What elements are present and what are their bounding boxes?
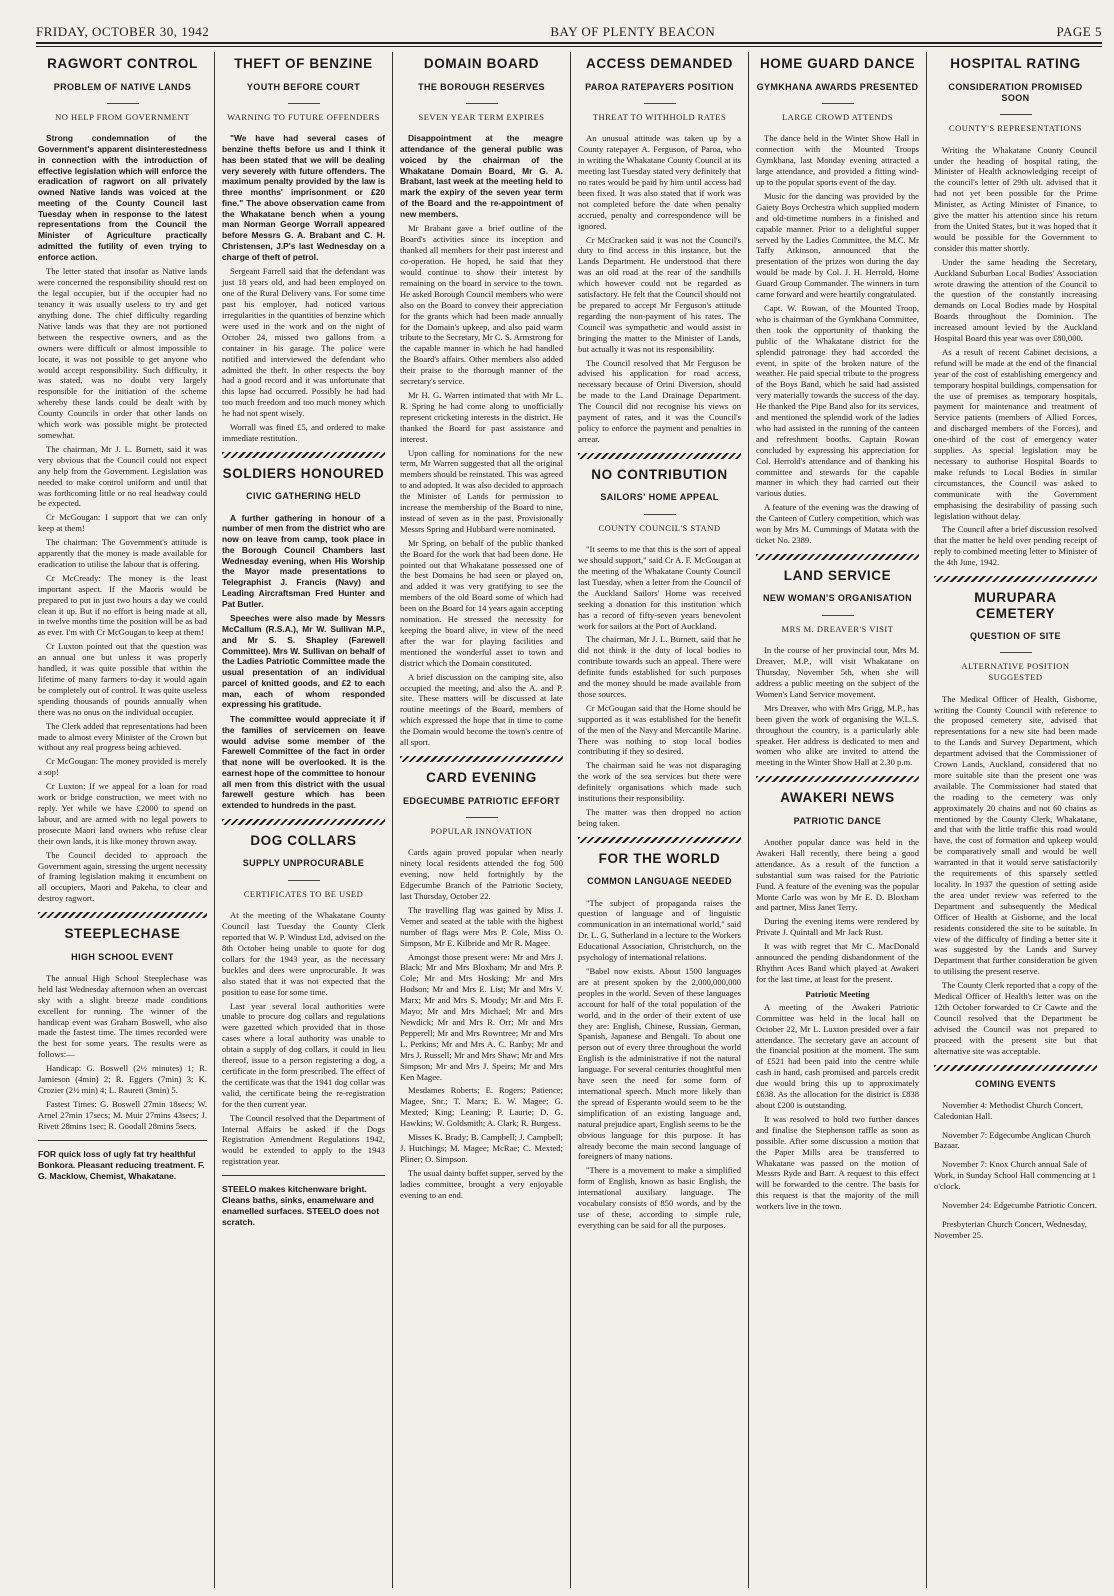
article-subtitle: PAROA RATEPAYERS POSITION	[585, 81, 734, 92]
article-lead: Disappointment at the meagre attendance of the general public was voiced by the chairman of the Whakatane Domain Board, Mr G. A. Brabant, last week at the meeting held to mark the expiry of the seven year term of the Board and the re-appointment of new members.	[400, 133, 563, 219]
article-subtitle-secondary: LARGE CROWD ATTENDS	[781, 111, 894, 122]
article-subtitle: COMMON LANGUAGE NEEDED	[587, 876, 732, 887]
advertisement-steelo: STEELO makes kitchenware bright. Cleans baths, sinks, enamelware and enamelled surfaces. STEELO does not scratch.	[222, 1184, 380, 1228]
column-6	[926, 52, 1104, 1588]
article-dog-collars	[222, 833, 385, 1167]
paragraph: Cr McGougan: The money provided is merely a sop!	[38, 756, 207, 778]
paragraph: Cards again proved popular when nearly ninety local residents attended the fog 500 evening, now held fortnightly by the Edgecumbe Branch of the Patriotic Society, last Thursday, October 22.	[400, 847, 563, 901]
article-subtitle: CONSIDERATION PROMISED SOON	[948, 81, 1083, 103]
paragraph: The Council after a brief discussion resolved that the matter be held over pending receipt of reply to combined meeting letter to Minister of the 4th June, 1942.	[934, 524, 1097, 568]
article-title: COMING EVENTS	[975, 1078, 1056, 1089]
paragraph: Music for the dancing was provided by the Gaiety Boys Orchestra which supplied modern and old-timetime numbers in a finished and capable manner. Prior to a delightful supper served by the Ladies Committee, the M.C. Mr Taffy Atkinson, announced that the presentation of the prizes won during the day would be made by Col. J. H. Herrold, Home Guard Group Commander. The winners in turn came forward and were heartily congratulated.	[756, 190, 919, 300]
article-title: HOME GUARD DANCE	[759, 56, 916, 71]
article-theft-of-benzine	[222, 56, 385, 444]
article-hospital-rating	[934, 56, 1097, 568]
section-divider	[222, 452, 385, 458]
paragraph: The usual dainty buffet supper, served by the ladies committee, brought a very enjoyable evening to an end.	[400, 1167, 563, 1200]
column-4	[570, 52, 748, 1588]
paragraph: Cr Luxton: If we appeal for a loan for road work or bridge construction, we meet with no reply. Yet while we have £2000 to spend on labour, and are armed with no legal powers to prosecute Maori land owners who refuse clear their own lands, it is like money thrown away.	[38, 781, 207, 846]
paragraph: The chairman, Mr J. L. Burnett, said that he did not think it the duty of local bodies to contribute towards such an appeal. There were definite funds established for such purposes and the money should be made available from those sources.	[578, 634, 741, 699]
divider	[822, 615, 854, 616]
divider	[1000, 114, 1032, 115]
article-lead: "We have had several cases of benzine thefts before us and I think it has been stated that we will be dealing very severely with future offenders. The maximum penalty provided by the law is three months' imprisonment or £20 fine." The above observation came from the Whakatane bench when a young man Norman George Worrall appeared before Messrs G. A. Brabant and C. H. Christensen, J.P's last Wednesday on a charge of theft of petrol.	[222, 133, 385, 262]
paragraph: The Council resolved that the Department of Internal Affairs be asked if the Dogs Registration Amendment Regulations 1942, would be extended to apply to the 1943 registration year.	[222, 1112, 385, 1167]
paragraph: The Council decided to approach the Government again, stressing the urgent necessity of framing legislation making it encumbent on all occupiers, Maori and Pakeha, to clear and destroy ragwort.	[38, 849, 207, 904]
paragraph: The travelling flag was gained by Miss J. Verner and seated at the table with the highest number of flags were Mrs P. Cole, Miss O. Simpson, Mr E. Kilbride and Mr R. Magee.	[400, 904, 563, 948]
paragraph: Under the same heading the Secretary, Auckland Suburban Local Bodies' Association wrote drawing the attention of the Council to the question of the constantly increasing demands on Local Bodies made by Hospital Boards throughout the Dominion. The increased amount levied by the Auckland Hospital Board this year was over £80,000.	[934, 256, 1097, 344]
article-subtitle: QUESTION OF SITE	[970, 631, 1061, 642]
event-item: Presbyterian Church Concert, Wednesday, November 25.	[934, 1219, 1087, 1240]
paragraph: The chairman: The Government's attitude is apparently that the money is made available for eradication to utilise the labour that is offering.	[38, 537, 207, 569]
paragraph: Mr Brabant gave a brief outline of the Board's activities since its inception and thanked all members for their past interest and co-operation. He hoped, he said that they would continue to show their interest by remaining on the board in service to the town. He asked Borough Council members who were also on the Board to convey their appreciation for the grants which had been made annually for the Domain's upkeep, and also paid warm tribute to the Secretary, Mr C. S. Armstrong for the capable manner in which he had handled the Board's affairs. Other members also added their praise to the thorough manner of the secretary's service.	[400, 223, 563, 387]
article-access-demanded	[578, 56, 741, 445]
article-home-guard-dance	[756, 56, 919, 546]
header-rule	[36, 42, 1102, 44]
article-subtitle-secondary: COUNTY'S REPRESENTATIONS	[948, 123, 1083, 134]
article-card-evening	[400, 770, 563, 1200]
section-divider	[934, 576, 1097, 582]
article-soldiers-honoured	[222, 466, 385, 811]
article-title: AWAKERI NEWS	[780, 790, 895, 806]
article-lead: Speeches were also made by Messrs McCallum (R.S.A.), Mr W. Sullivan M.P., and Mr S. S. Shapley (Farewell Committee). Mrs W. Sullivan on behalf of the Ladies Patriotic Committee made the usual presentation of an individual parcel of knitted goods, and £2 to each man, each of whom responded expressing his gratitude.	[222, 613, 385, 710]
paragraph: Capt. W. Rowan, of the Mounted Troop, who is chairman of the Gymkhana Committee, then took the opportunity of thanking the public of the Whakatane district for the splendid patronage they had accorded the event, in spite of the broken nature of the weather. He paid special tribute to the progress of the Boys Band, which he said had assisted very materially towards the success of the day. He thanked the Pipe Band also for its services, and mentioned the splendid work of the ladies who had assisted in the running of the canteen and refreshment booths. Captain Rowan concluded by expressing his appreciation for Col. Herrold's attendance and of thanking his committee and stewards for the capable manner in which they had carried out their various duties.	[756, 302, 919, 499]
divider	[822, 103, 854, 104]
article-subheading: Patriotic Meeting	[805, 988, 870, 999]
article-subtitle-secondary: MRS M. DREAVER'S VISIT	[781, 623, 894, 634]
paragraph: "It seems to me that this is the sort of appeal we should support," said Cr A. F. McGougan at the meeting of the Whakatane County Council last Tuesday, when a letter from the Council of the Auckland Sailors' Home was received seeking a donation for this institution which has a record of fifty-seven years benevolent work for sailors at the Port of Auckland.	[578, 544, 741, 631]
article-subtitle: HIGH SCHOOL EVENT	[71, 951, 174, 962]
paragraph: The Clerk added that representations had been made to almost every Minister of the Crown but without any real progress being achieved.	[38, 720, 207, 753]
paragraph: The Council resolved that Mr Ferguson be advised his application for road access, necessary because of Orini Diversion, should be made to the Land Drainage Department. The Council did not recognise his views on payment of rates, and it was the Council's policy to enforce the payment and penalties in arrear.	[578, 357, 741, 444]
section-divider	[400, 756, 563, 762]
divider	[466, 817, 498, 818]
paragraph: Sergeant Farrell said that the defendant was just 18 years old, and had been employed on one of the Rural Delivery vans. For some time past his employer, had noticed various irregularities in the quantities of benzine which were used in the work and on the night of October 24, missed two gallons from a container in his garage. The police were notified and interviewed the defendant who admitted the theft. In other respects the boy had a good record and it was unfortunate that this lapse had occurred. Possibly he had had too much freedom and too much money which he had not spent wisely.	[222, 266, 385, 419]
divider	[644, 514, 676, 515]
article-subtitle: PROBLEM OF NATIVE LANDS	[53, 81, 192, 92]
paragraph: At the meeting of the Whakatane County Council last Tuesday the County Clerk reported that W. P. Windust Ltd, advised on the 8th October being unable to quote for dog collars for the 1943 year, as the necessary buckles and dees were unprocurable. It was also stated that it was not expected that the position to ease for some time.	[222, 910, 385, 997]
paragraph: Mr H. G. Warren intimated that with Mr L. R. Spring he had come along to unofficially represent cricketing interests in the district. He thanked the Board for past assistance and interest.	[400, 389, 563, 444]
paragraph: The annual High School Steeplechase was held last Wednesday afternoon when an overcast sky with a slight breeze made conditions excellent for running. The winner of the handicap event was Graham Boswell, who also made the fastest time. The times recorded were the best for some years. The results were as follows:—	[38, 972, 207, 1060]
paragraph: Mr Spring, on behalf of the public thanked the Board for the work that had been done. He pointed out that Whakatane possessed one of the best Domains he had seen or played on, and added it was very gratifying to see the members of the old Board some of which had been on the Board for 14 years again accepting nomination. He stressed the necessity for keeping the board alive, in view of the need after the war for playing facilities and mentioned the wonderful asset to town and district which the Domain constituted.	[400, 537, 563, 668]
article-subtitle-secondary: ALTERNATIVE POSITION SUGGESTED	[961, 661, 1070, 682]
article-title: RAGWORT CONTROL	[47, 56, 198, 71]
article-title: MURUPARA CEMETERY	[974, 590, 1057, 621]
paragraph: A meeting of the Awakeri Patriotic Committee was held in the local hall on October 22, Mr L. Luxton presided over a fair attendance. The secretary gave an account of the financial position at the moment. The sum of £521 had been paid into the centre while cash in hand, cash promised and parcels credit due would bring this up to approximately £638. As the allocation for the district is £838 about £200 is outstanding.	[756, 1001, 919, 1110]
article-title: CARD EVENING	[426, 769, 537, 785]
paragraph: Cr Luxton pointed out that the question was an annual one but unless it was properly handled, it was quite possible that within the lifetime of many farmers to-day it would again be completely out of control. It was quite useless spending thousands of pounds annually when there was no onus on the individual occupier.	[38, 641, 207, 717]
section-divider	[756, 554, 919, 560]
event-item: November 24: Edgecumbe Patriotic Concert.	[942, 1200, 1097, 1211]
article-title: SOLDIERS HONOURED	[222, 465, 385, 481]
column-2	[214, 52, 392, 1588]
article-murupara-cemetery	[934, 590, 1097, 1056]
paragraph: Mrs Dreaver, who with Mrs Grigg, M.P., has been given the work of organising the W.L.S. throughout the country, is a particularly able speaker. Her address is dedicated to men and women who alike are invited to attend the meeting in the Winter Show Hall at 2.30 p.m.	[756, 702, 919, 768]
section-divider	[222, 819, 385, 825]
paragraph: In the course of her provincial tour, Mrs M. Dreaver, M.P., will visit Whakatane on Thursday, November 5th, when she will address a public meeting on the subject of the Women's Land Service movement.	[756, 645, 919, 699]
header-rule-thin	[36, 46, 1102, 47]
paragraph: As a result of recent Cabinet decisions, a refund will be made at the end of the financial year of the cost of establishing emergency and temporary hospital buildings, compensation for the use of premises as temporary hospitals, payment for maintenance and treatment of Service patients (members of Allied Forces, and discharged members of the Forces), and one-third of the cost of emergency water supplies. As special legislation may be necessary to authorise Hospital Boards to make refunds to Local Bodies in similar circumstances, the Council was asked to communicate with the Government emphasising the desirability of passing such legislation without delay.	[934, 346, 1098, 521]
divider	[107, 103, 139, 104]
event-item: November 4: Methodist Church Concert, Caledonian Hall.	[934, 1099, 1084, 1121]
article-subtitle-secondary: CERTIFICATES TO BE USED	[243, 888, 364, 899]
article-lead: Strong condemnation of the Government's apparent disinterestedness in connection with the introduction of effective legislation which will enforce the eradication of ragwort on all privately owned Native lands was voiced at the meeting of the County Council last Tuesday when in response to the latest representations from the Council the Minister of Agriculture practically admitted the futility of even trying to enforce action.	[38, 133, 207, 262]
paragraph: Mesdames Roberts; E. Rogers; Patience; Magee, Snr.; T. Marx; E. W. Magee; G. Mexted; King; Leaning; P. Laurie; D. G. Hawkins; W. Goldsmith; A. Clark; R. Burgess.	[400, 1085, 563, 1129]
paragraph: Last year several local authorities were unable to procure dog collars and regulations were gazetted which provided that in those cases where a local authority was unable to obtain a supply of dog collars, it could in lieu thereof, issue to a person registering a dog, a certificate in the form prescribed. The effect of the certificate was that the 1941 dog collar was valid, the certificate being the re-registration for the then current year.	[222, 1000, 385, 1109]
paragraph: Another popular dance was held in the Awakeri Hall recently, there being a good attendance. As a result of the function a substantial sum was raised for the Patriotic Fund. A feature of the evening was the popular Monte Carlo was won by Mr E. D. Bloxham and partner, Miss Janet Terry.	[756, 837, 919, 913]
paragraph: Amongst those present were: Mr and Mrs J. Black; Mr and Mrs Bloxham; Mr and Mrs P. Cole; Mr and Mrs Hosking; Mr and Mrs Hodson; Mr and Mrs E. List; Mr and Mrs V. Marx; Mr and Mrs S. Moody; Mr and Mrs F. Mayo; Mr and Mrs Michael; Mr and Mrs Newdick; Mr and Mrs R. Orr; Mr and Mrs Pepperell; Mr and Mrs Rowntree; Mr and Mrs L. Perkins; Mr and Mrs A. C. Ranby; Mr and Mrs J. Russell; Mr and Mrs Shaw; Mr and Mrs Simpson; Mr and Mrs J. Speirs; Mr and Mrs Ken Magee.	[400, 951, 563, 1082]
paragraph: A feature of the evening was the drawing of the Canteen of Cutlery competition, which was won by Mrs M. Cummings of Matata with the ticket No. 2389.	[756, 502, 919, 546]
event-item: November 7: Knox Church annual Sale of Work, in Sunday School Hall commencing at 1 o'clock.	[934, 1159, 1097, 1192]
divider	[644, 103, 676, 104]
article-subtitle-secondary: SEVEN YEAR TERM EXPIRES	[418, 111, 545, 122]
article-subtitle: CIVIC GATHERING HELD	[246, 491, 361, 502]
article-subtitle: SAILORS' HOME APPEAL	[600, 492, 719, 503]
header-page-number: PAGE 5	[1056, 24, 1102, 39]
paragraph: "There is a movement to make a simplified form of English, known as basic English, the international auxiliary language. The vocabulary consists of 850 words, and by the use of these, according to simple rule, everything can be said for all the purposes.	[578, 1165, 741, 1230]
column-1	[36, 52, 214, 1588]
header-date: FRIDAY, OCTOBER 30, 1942	[36, 24, 210, 39]
article-title: ACCESS DEMANDED	[585, 56, 733, 71]
article-title: DOG COLLARS	[250, 832, 357, 848]
paragraph: The chairman, Mr J. L. Burnett, said it was very obvious that the Council could not expect any help from the Government. Legislation was needed to make control uniform and until that was forthcoming little or no real headway could be expected.	[38, 443, 207, 509]
section-divider	[578, 837, 741, 843]
article-subtitle: YOUTH BEFORE COURT	[246, 81, 361, 92]
article-domain-board	[400, 56, 563, 748]
section-divider	[934, 1065, 1097, 1071]
article-title: LAND SERVICE	[783, 567, 892, 583]
article-subtitle: GYMKHANA AWARDS PRESENTED	[756, 81, 919, 92]
paragraph: During the evening items were rendered by Private J. Quintall and Mr Jack Rust.	[756, 916, 919, 938]
article-land-service	[756, 568, 919, 768]
section-divider	[38, 912, 207, 918]
paragraph: Cr McCracken said it was not the Council's duty to find access in this instance, but the Lands Department. He understood that there was an old road at the rear of the sandhills which however could not be regarded as satisfactory. He felt that the Council should not be prepared to accept Mr Ferguson's attitude regarding the non-payment of his rates. The Council was sympathetic and would assist in bringing the matter to the Minister of Lands, but actually it was not its responsibility.	[578, 234, 741, 354]
advertisement-bonkora: FOR quick loss of ugly fat try healthful Bonkora. Pleasant reducing treatment. F. G. Macklow, Chemist, Whakatane.	[38, 1148, 205, 1181]
section-divider	[756, 776, 919, 782]
divider	[466, 103, 498, 104]
paragraph: The chairman said he was not disparaging the work of the sea services but there were definitely organisations which made such institutions their responsibility.	[578, 760, 741, 804]
paragraph: "Babel now exists. About 1500 languages are at present spoken by the 2,000,000,000 peoples in the world. Seven of these languages account for half of the total population of the world, and in the order of their extent of use they are: English, Chinese, Russian, German, Spanish, Japanese and Bengali. To about one person out of every three throughout the world English is the administrative if not the natural language. For several centuries thoughtful men have seen the need for some form of international speech. Much more likely than the spread of Esperanto would seem to be the simplification of an existing language and, natural prejudice apart, English seems to be the obvious language for this purpose. It has already become the main second language of foreigners of many nations.	[578, 966, 741, 1162]
header-paper-name: BAY OF PLENTY BEACON	[550, 24, 716, 39]
paragraph: "The subject of propaganda raises the question of language and of linguistic communication in an international world," said Dr. L. G. Sutherland in a lecture to the Workers Educational Association, Christchurch, on the psychology of international relations.	[578, 897, 741, 963]
paragraph: It was with regret that Mr C. MacDonald announced the pending disbandonment of the Rhythm Aces Band which played at Awakeri for the last time, at least for the present.	[756, 941, 919, 984]
paragraph: A brief discussion on the camping site, also occupied the meeting, and also the A. and P. site. These matters will be discussed at late routine meetings of the Board, members of which expressed the hope that in time to come the Domain would become the town's centre of all sport.	[400, 671, 563, 748]
article-subtitle-secondary: WARNING TO FUTURE OFFENDERS	[227, 111, 380, 122]
divider	[222, 1175, 385, 1176]
paragraph: Cr McGougan said that the Home should be supported as it was established for the benefit of the men of the Navy and Mercantile Marine. There was nothing to stop local bodies contributing if they so desired.	[578, 702, 741, 757]
columns	[36, 52, 1104, 1588]
article-for-the-world	[578, 851, 741, 1231]
article-subtitle-secondary: NO HELP FROM GOVERNMENT	[55, 111, 190, 122]
article-title: STEEPLECHASE	[64, 926, 181, 942]
paragraph: An unusual attitude was taken up by a County ratepayer A. Ferguson, of Paroa, who in writing the Whakatane County Council at its meeting last Tuesday stated very definitely that no rates would be paid by him until access had been fixed. It was also stated that if work was not completed before the date when penalty accrued, penalty and correspondence will be ignored.	[578, 133, 741, 231]
column-3	[392, 52, 570, 1588]
paragraph: The letter stated that insofar as Native lands were concerned the responsibility should rest on the legal occupier, but if the occupier had no tenancy it was usually useless to try and get anything done. The chief difficulty regarding Native lands was that they are not portioned between the respective owners, and as the owners were difficult or almost impossible to locate, it was not possible to get anyone who would accept responsibility. Such difficulty, it was stated, was no doubt very largely responsible for the initiation of the scheme whereby these lands could be dealt with by County Councils in order that other lands on which work was possible might be protected somewhat.	[38, 266, 207, 440]
column-5	[748, 52, 926, 1588]
article-subtitle: SUPPLY UNPROCURABLE	[242, 858, 365, 869]
event-item: November 7: Edgecumbe Anglican Church Bazaar.	[934, 1129, 1091, 1151]
article-subtitle-secondary: COUNTY COUNCIL'S STAND	[598, 522, 721, 533]
paragraph: Worrall was fined £5, and ordered to make immediate restitution.	[222, 422, 385, 443]
section-divider	[578, 453, 741, 459]
paragraph: Cr McGougan: I support that we can only keep at them!	[38, 512, 207, 534]
paragraph: Handicap: G. Boswell (2½ minutes) 1; R. Jamieson (4min) 2; R. Eggers (7min) 3; K. Crozier (2½ min) 4; L. Raureti (3min) 5.	[38, 1063, 207, 1095]
coming-events	[934, 1079, 1097, 1241]
paragraph: Fastest Times: G. Boswell 27min 18secs; W. Arnel 27min 17secs; M. Muir 27mins 43secs; J. Rivett 28mins 1sec; R. Goodall 28mins 5secs.	[38, 1098, 207, 1131]
article-subtitle: THE BOROUGH RESERVES	[418, 81, 545, 92]
article-title: HOSPITAL RATING	[950, 56, 1081, 71]
article-subtitle: EDGECUMBE PATRIOTIC EFFORT	[402, 795, 561, 806]
paragraph: The Medical Officer of Health, Gisborne, writing the County Council with reference to the proposed cemetery site, advised that representations for a new site had been made to the Lands and Survey Department, which department advised that the Commissioner of Crown Lands, Auckland, considered that no more suitable site than the present one was available. The Commissioner had stated that the roading to the cemetery was only approximately 20 chains and not 60 chains as mentioned by the County Clerk, Whakatane, and that with the little traffic this road would have, the cost of formation and upkeep would be comparatively small and would be well warranted in that it would serve satisfactorily the requirements of this sparsely settled locality. In 1937 the question of setting aside the area under review was referred to the Department and subsequently the Medical Officer of Health at Gisborne, and the local residents considered the site to be suitable. In view of the difficulty of finding a better site it was suggested by the Lands and Survey Department that further consideration be given to utilising the present reserve.	[934, 693, 1097, 977]
article-title: NO CONTRIBUTION	[591, 466, 728, 482]
article-subtitle: PATRIOTIC DANCE	[793, 815, 882, 826]
article-subtitle-secondary: POPULAR INNOVATION	[430, 825, 533, 836]
paragraph: Cr McCready: The money is the least important aspect. If the Maoris would be prepared to put in just two hours a day we could clean it up. But if no effort is being made at all, in twelve months time the position will be as bad as ever. I'm with Cr McGougan to keep at them!	[38, 572, 207, 638]
article-lead: A further gathering in honour of a number of men from the district who are now on leave from camp, took place in the Borough Council Chambers last Wednesday evening, when His Worship the Mayor made presentations to Telegraphist J. Francis (Navy) and Leading Aircraftsman Fred Hunter and Pat Butler.	[222, 512, 385, 609]
divider	[38, 1140, 207, 1141]
article-no-contribution	[578, 467, 741, 829]
article-ragwort-control	[38, 56, 207, 904]
paragraph: The matter was then dropped no action being taken.	[578, 807, 741, 828]
paragraph: The County Clerk reported that a copy of the Medical Officer of Health's letter was on the 12th October forwarded to Cr Cawte and the Council resolved that the Department be advised the Council was not prepared to proceed with the present site but that alternative site was acceptable.	[934, 980, 1097, 1056]
article-steeplechase	[38, 926, 207, 1131]
article-title: FOR THE WORLD	[598, 850, 721, 866]
paragraph: It was resolved to hold two further dances and finalise the Stephenson raffle as soon as possible. After some discussion a motion that the Paper Mills area be transferred to Whakatane was passed on the motion of Messrs Ryde and Barr. A request to this effect will be forwarded to the centre. The basis for this request is that the majority of the mill workers live in the town.	[756, 1113, 919, 1212]
divider	[1000, 652, 1032, 653]
paragraph: The dance held in the Winter Show Hall in connection with the Mounted Troops Gymkhana, last Monday evening attracted a large attendance, and provided a fitting wind-up to the popular sports event of the day.	[756, 133, 919, 188]
article-title: THEFT OF BENZINE	[234, 56, 373, 71]
paragraph: Misses K. Brady; B. Campbell; J. Campbell; J. Hutchings; M. Magee; McRae; C. Mexted; Pliner; O. Simpson.	[400, 1132, 563, 1164]
paragraph: Upon calling for nominations for the new term, Mr Warren suggested that all the original members should be reinstated. This was agreed to and adopted. It was also decided to approach the Minister of Lands for permission to increase the membership of the Board to nine, instead of seven as in the past. Provisionally Messrs Spring and Hubbard were nominated.	[400, 447, 563, 534]
article-title: DOMAIN BOARD	[423, 56, 540, 71]
article-lead: The committee would appreciate it if the families of servicemen on leave would advise some member of the Farewell Committee of the fact in order that none will be overlooked. It is the earnest hope of the committee to honour all men from this district with the usual farewell gesture which has been extended to hundreds in the past.	[222, 714, 385, 811]
paragraph: Writing the Whakatane County Council under the heading of hospital rating, the Minister of Health acknowledging receipt of the council's letter of 29th ult. advised that it had not yet been possible for the Prime Minister, as Acting Minister of Finance, to give the matter his attention since his return from the United States, but it was hoped that it would be possible for the Government to consider this matter shortly.	[934, 144, 1097, 253]
article-awakeri-news	[756, 790, 919, 1212]
divider	[288, 103, 320, 104]
divider	[288, 880, 320, 881]
page-header	[36, 20, 1102, 40]
article-subtitle: NEW WOMAN'S ORGANISATION	[762, 593, 913, 604]
article-subtitle-secondary: THREAT TO WITHHOLD RATES	[592, 111, 727, 122]
